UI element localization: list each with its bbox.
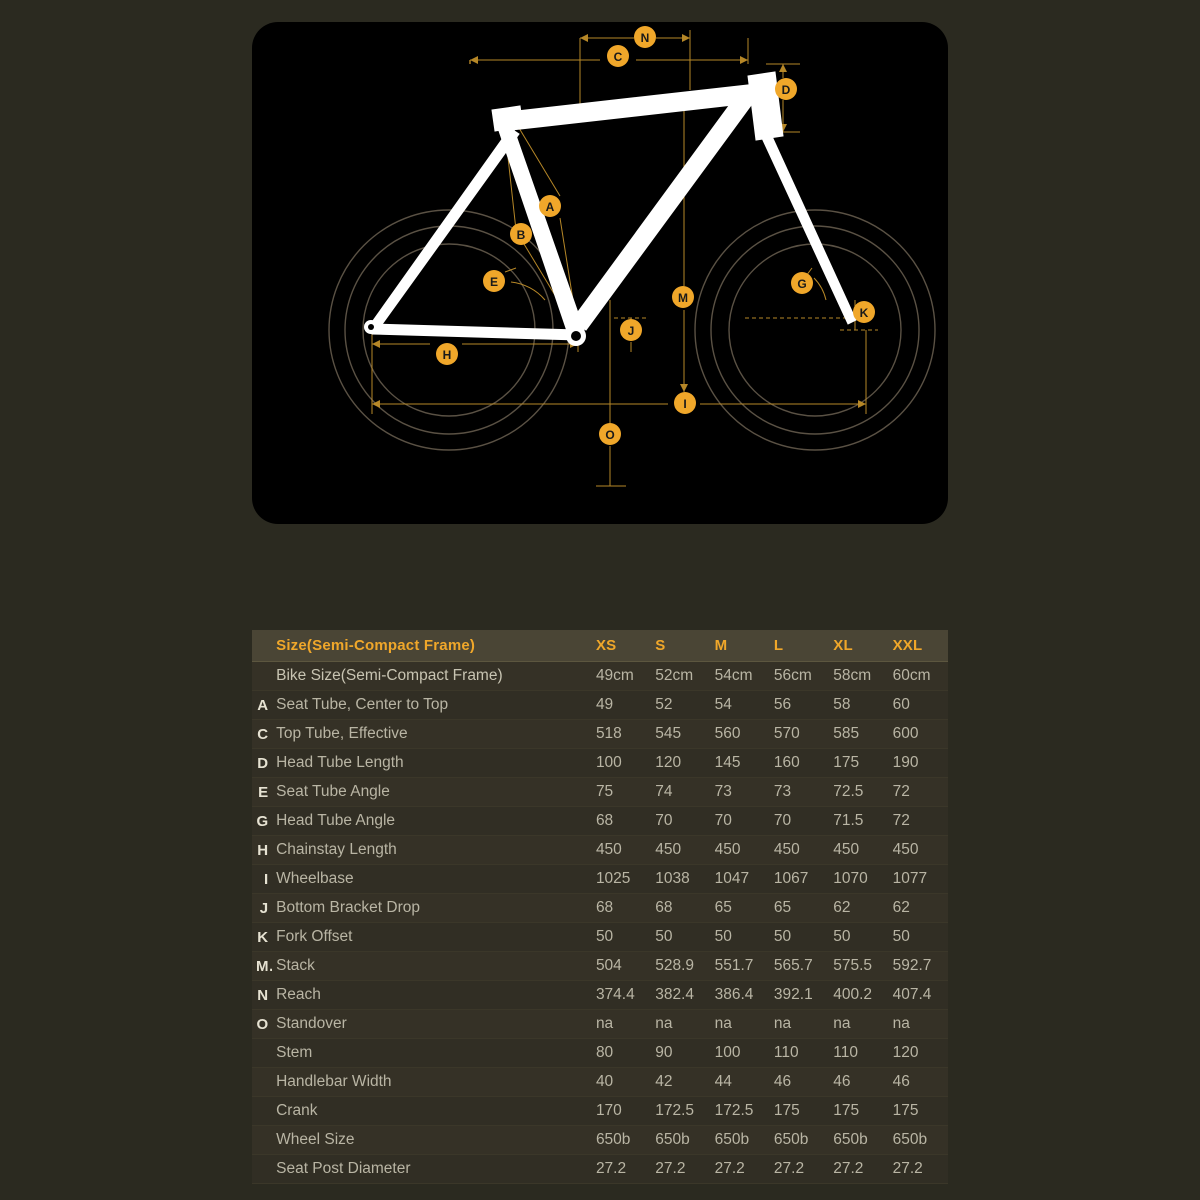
- svg-text:B: B: [516, 228, 526, 242]
- row-value-m: 145: [711, 749, 770, 778]
- row-value-m: 450: [711, 836, 770, 865]
- row-value-xs: 80: [592, 1039, 651, 1068]
- row-value-s: 52cm: [651, 662, 710, 691]
- row-value-xs: 450: [592, 836, 651, 865]
- row-value-xl: 575.5: [829, 952, 888, 981]
- row-label: Seat Tube Angle: [272, 778, 592, 807]
- header-size-m: M: [711, 630, 770, 662]
- row-value-m: 560: [711, 720, 770, 749]
- row-value-l: 27.2: [770, 1155, 829, 1184]
- row-value-l: 570: [770, 720, 829, 749]
- row-letter: G: [252, 807, 272, 836]
- row-value-xxl: 450: [889, 836, 948, 865]
- row-value-m: 1047: [711, 865, 770, 894]
- row-value-m: 65: [711, 894, 770, 923]
- row-value-xxl: 60cm: [889, 662, 948, 691]
- row-value-m: 70: [711, 807, 770, 836]
- row-label: Head Tube Angle: [272, 807, 592, 836]
- table-row: [252, 923, 948, 952]
- table-row: [252, 981, 948, 1010]
- row-value-s: 120: [651, 749, 710, 778]
- row-label: Crank: [272, 1097, 592, 1126]
- row-value-xl: na: [829, 1010, 888, 1039]
- svg-text:H: H: [442, 348, 452, 362]
- row-value-xs: 170: [592, 1097, 651, 1126]
- table-header-row: [252, 630, 948, 662]
- row-value-xl: 58cm: [829, 662, 888, 691]
- row-value-s: 450: [651, 836, 710, 865]
- row-label: Wheelbase: [272, 865, 592, 894]
- row-value-xl: 650b: [829, 1126, 888, 1155]
- row-value-m: 54cm: [711, 662, 770, 691]
- callout-A: [539, 195, 561, 217]
- row-letter: [252, 662, 272, 691]
- row-value-l: 70: [770, 807, 829, 836]
- row-label: Chainstay Length: [272, 836, 592, 865]
- row-letter: O: [252, 1010, 272, 1039]
- row-value-xl: 58: [829, 691, 888, 720]
- table-row: [252, 1068, 948, 1097]
- row-value-xs: 374.4: [592, 981, 651, 1010]
- row-value-s: 90: [651, 1039, 710, 1068]
- row-value-xs: na: [592, 1010, 651, 1039]
- table-row: [252, 1039, 948, 1068]
- row-label: Head Tube Length: [272, 749, 592, 778]
- callout-M: [672, 286, 694, 308]
- row-value-m: 44: [711, 1068, 770, 1097]
- row-value-xs: 650b: [592, 1126, 651, 1155]
- svg-text:J: J: [627, 324, 635, 338]
- row-value-l: 56: [770, 691, 829, 720]
- row-value-xxl: 592.7: [889, 952, 948, 981]
- row-value-l: 160: [770, 749, 829, 778]
- row-value-l: 1067: [770, 865, 829, 894]
- row-value-s: 74: [651, 778, 710, 807]
- row-value-xl: 27.2: [829, 1155, 888, 1184]
- row-value-xs: 518: [592, 720, 651, 749]
- row-value-xs: 504: [592, 952, 651, 981]
- row-letter: [252, 1097, 272, 1126]
- row-value-xl: 46: [829, 1068, 888, 1097]
- row-label: Stem: [272, 1039, 592, 1068]
- geometry-diagram-panel: [252, 22, 948, 524]
- row-value-xxl: 190: [889, 749, 948, 778]
- row-value-l: 392.1: [770, 981, 829, 1010]
- row-value-l: 73: [770, 778, 829, 807]
- row-value-xl: 62: [829, 894, 888, 923]
- header-size-l: L: [770, 630, 829, 662]
- callout-I: [674, 392, 696, 414]
- row-value-s: 50: [651, 923, 710, 952]
- row-value-xxl: 600: [889, 720, 948, 749]
- row-value-xs: 49cm: [592, 662, 651, 691]
- row-value-m: 73: [711, 778, 770, 807]
- row-value-m: 386.4: [711, 981, 770, 1010]
- table-row: [252, 894, 948, 923]
- geometry-table-wrap: [252, 630, 948, 1184]
- row-value-xs: 75: [592, 778, 651, 807]
- row-label: Fork Offset: [272, 923, 592, 952]
- table-row: [252, 952, 948, 981]
- table-row: [252, 807, 948, 836]
- row-value-xxl: 650b: [889, 1126, 948, 1155]
- row-letter: C: [252, 720, 272, 749]
- row-value-l: 565.7: [770, 952, 829, 981]
- table-row: [252, 1097, 948, 1126]
- callout-N: [634, 26, 656, 48]
- row-value-m: 551.7: [711, 952, 770, 981]
- row-value-xs: 1025: [592, 865, 651, 894]
- row-letter: A: [252, 691, 272, 720]
- svg-text:O: O: [605, 428, 615, 442]
- header-size-s: S: [651, 630, 710, 662]
- row-value-xxl: 407.4: [889, 981, 948, 1010]
- row-value-xs: 68: [592, 807, 651, 836]
- row-label: Stack: [272, 952, 592, 981]
- row-letter: I: [252, 865, 272, 894]
- row-value-s: 545: [651, 720, 710, 749]
- row-value-l: 65: [770, 894, 829, 923]
- row-letter: H: [252, 836, 272, 865]
- row-letter: [252, 1039, 272, 1068]
- row-value-xl: 175: [829, 1097, 888, 1126]
- row-value-xxl: 175: [889, 1097, 948, 1126]
- svg-text:I: I: [683, 397, 687, 411]
- callout-O: [599, 423, 621, 445]
- row-value-s: 68: [651, 894, 710, 923]
- row-value-xl: 72.5: [829, 778, 888, 807]
- table-row: [252, 1126, 948, 1155]
- table-row: [252, 662, 948, 691]
- callout-K: [853, 301, 875, 323]
- row-value-xs: 100: [592, 749, 651, 778]
- callout-G: [791, 272, 813, 294]
- table-row: [252, 836, 948, 865]
- table-row: [252, 865, 948, 894]
- bike-geometry-svg: [252, 22, 948, 524]
- table-row: [252, 778, 948, 807]
- row-value-xs: 68: [592, 894, 651, 923]
- row-value-xxl: 27.2: [889, 1155, 948, 1184]
- row-value-m: 50: [711, 923, 770, 952]
- svg-text:G: G: [797, 277, 807, 291]
- row-value-s: 528.9: [651, 952, 710, 981]
- row-label: Top Tube, Effective: [272, 720, 592, 749]
- row-value-xl: 400.2: [829, 981, 888, 1010]
- row-value-s: 70: [651, 807, 710, 836]
- row-value-xxl: 72: [889, 778, 948, 807]
- row-value-xl: 1070: [829, 865, 888, 894]
- table-header: [252, 630, 948, 662]
- row-label: Bike Size(Semi-Compact Frame): [272, 662, 592, 691]
- row-value-l: 175: [770, 1097, 829, 1126]
- row-value-s: 172.5: [651, 1097, 710, 1126]
- header-size-xxl: XXL: [889, 630, 948, 662]
- row-value-l: 50: [770, 923, 829, 952]
- svg-text:E: E: [489, 275, 499, 289]
- row-value-xl: 585: [829, 720, 888, 749]
- table-row: [252, 749, 948, 778]
- row-label: Handlebar Width: [272, 1068, 592, 1097]
- row-letter: J: [252, 894, 272, 923]
- table-row: [252, 691, 948, 720]
- table-body: [252, 662, 948, 1184]
- row-value-l: 46: [770, 1068, 829, 1097]
- row-letter: K: [252, 923, 272, 952]
- svg-text:D: D: [781, 83, 791, 97]
- svg-text:C: C: [613, 50, 623, 64]
- callout-C: [607, 45, 629, 67]
- table-row: [252, 1010, 948, 1039]
- row-value-l: na: [770, 1010, 829, 1039]
- row-value-xl: 175: [829, 749, 888, 778]
- row-value-xxl: 46: [889, 1068, 948, 1097]
- header-letter-col: [252, 630, 272, 662]
- svg-text:N: N: [640, 31, 650, 45]
- row-letter: D: [252, 749, 272, 778]
- row-value-s: 650b: [651, 1126, 710, 1155]
- row-label: Standover: [272, 1010, 592, 1039]
- row-value-xl: 71.5: [829, 807, 888, 836]
- row-value-xxl: 60: [889, 691, 948, 720]
- row-letter: N: [252, 981, 272, 1010]
- table-row: [252, 720, 948, 749]
- row-letter: [252, 1126, 272, 1155]
- row-value-xxl: 1077: [889, 865, 948, 894]
- row-value-s: 1038: [651, 865, 710, 894]
- table-row: [252, 1155, 948, 1184]
- callout-B: [510, 223, 532, 245]
- callout-D: [775, 78, 797, 100]
- row-value-s: 382.4: [651, 981, 710, 1010]
- row-value-xs: 40: [592, 1068, 651, 1097]
- row-label: Seat Tube, Center to Top: [272, 691, 592, 720]
- callout-E: [483, 270, 505, 292]
- row-value-xs: 49: [592, 691, 651, 720]
- callout-J: [620, 319, 642, 341]
- header-size-label: Size(Semi-Compact Frame): [272, 630, 592, 662]
- svg-text:A: A: [545, 200, 555, 214]
- row-letter: [252, 1068, 272, 1097]
- header-size-xs: XS: [592, 630, 651, 662]
- row-value-m: na: [711, 1010, 770, 1039]
- row-value-l: 110: [770, 1039, 829, 1068]
- row-value-xs: 27.2: [592, 1155, 651, 1184]
- row-value-xxl: na: [889, 1010, 948, 1039]
- row-value-s: 52: [651, 691, 710, 720]
- row-label: Bottom Bracket Drop: [272, 894, 592, 923]
- row-value-xl: 50: [829, 923, 888, 952]
- row-value-m: 54: [711, 691, 770, 720]
- geometry-table: [252, 630, 948, 1184]
- row-value-xxl: 72: [889, 807, 948, 836]
- svg-text:M: M: [678, 291, 688, 305]
- row-label: Reach: [272, 981, 592, 1010]
- callout-H: [436, 343, 458, 365]
- row-letter: [252, 1155, 272, 1184]
- row-value-m: 100: [711, 1039, 770, 1068]
- row-value-l: 450: [770, 836, 829, 865]
- row-label: Wheel Size: [272, 1126, 592, 1155]
- header-size-xl: XL: [829, 630, 888, 662]
- row-value-xs: 50: [592, 923, 651, 952]
- row-value-m: 172.5: [711, 1097, 770, 1126]
- row-value-s: na: [651, 1010, 710, 1039]
- row-letter: E: [252, 778, 272, 807]
- row-value-l: 56cm: [770, 662, 829, 691]
- row-value-xxl: 62: [889, 894, 948, 923]
- row-value-xxl: 50: [889, 923, 948, 952]
- row-value-xl: 110: [829, 1039, 888, 1068]
- svg-text:K: K: [859, 306, 869, 320]
- row-value-m: 27.2: [711, 1155, 770, 1184]
- row-label: Seat Post Diameter: [272, 1155, 592, 1184]
- row-value-s: 27.2: [651, 1155, 710, 1184]
- row-value-s: 42: [651, 1068, 710, 1097]
- row-value-xl: 450: [829, 836, 888, 865]
- row-value-l: 650b: [770, 1126, 829, 1155]
- row-value-m: 650b: [711, 1126, 770, 1155]
- row-value-xxl: 120: [889, 1039, 948, 1068]
- row-letter: M: [252, 952, 272, 981]
